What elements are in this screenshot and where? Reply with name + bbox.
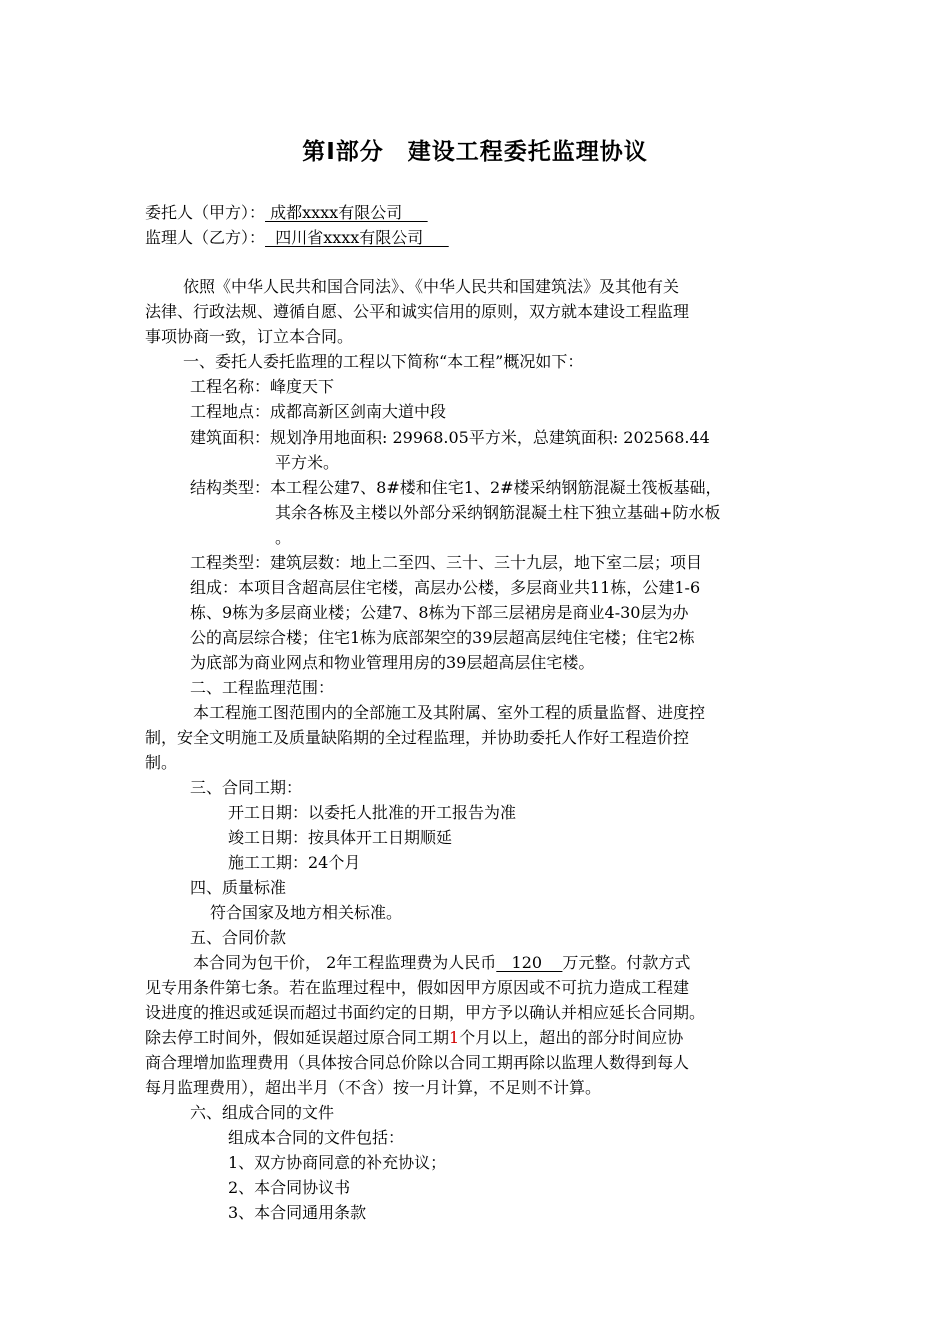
section-1-heading: 一、委托人委托监理的工程以下简称“本工程”概况如下： [183,352,584,371]
contract-amount: 120 [496,953,563,972]
client-label: 委托人（甲方）： [145,203,266,222]
intro-line-3: 事项协商一致，订立本合同。 [145,327,354,346]
price-line-5: 商合理增加监理费用（具体按合同总价除以合同工期再除以监理人数得到每人 [145,1053,690,1072]
structure-line-2: 其余各栋及主楼以外部分采纳钢筋混凝土柱下独立基础+防水板 [275,503,721,522]
price-line-3: 设进度的推迟或延误而超过书面约定的日期，甲方予以确认并相应延长合同期。 [145,1003,706,1022]
price-line-4-end: 个月以上，超出的部分时间应协 [459,1028,684,1047]
price-line-4-start: 除去停工时间外，假如延误超过原合同工期 [145,1028,450,1047]
document-item-3: 3、本合同通用条款 [228,1203,367,1222]
project-location: 工程地点：成都高新区剑南大道中段 [190,402,447,421]
project-type-line-5: 为底部为商业网点和物业管理用房的39层超高层住宅楼。 [190,653,595,672]
finish-date: 竣工日期：按具体开工日期顺延 [228,828,453,847]
project-type-line-3: 栋、9栋为多层商业楼；公建7、8栋为下部三层裙房是商业4-30层为办 [190,603,689,622]
price-line-2: 见专用条件第七条。若在监理过程中，假如因甲方原因或不可抗力造成工程建 [145,978,690,997]
intro-line-1: 依照《中华人民共和国合同法》、《中华人民共和国建筑法》及其他有关 [183,277,680,296]
project-area-line-1: 建筑面积：规划净用地面积: 29968.05平方米，总建筑面积: 202568.44 [190,428,710,447]
supervisor-value: 四川省xxxx有限公司 [265,228,449,247]
section-6-heading: 六、组成合同的文件 [190,1103,335,1122]
section-3-heading: 三、合同工期： [190,778,303,797]
document-item-2: 2、本合同协议书 [228,1178,351,1197]
quality-standard: 符合国家及地方相关标准。 [210,903,403,922]
price-line-1-start: 本合同为包干价， 2年工程监理费为人民币 [193,953,497,972]
project-type-line-2: 组成：本项目含超高层住宅楼，高层办公楼，多层商业共11栋，公建1-6 [190,578,701,597]
section-2-heading: 二、工程监理范围： [190,678,335,697]
document-title: 第Ⅰ部分 建设工程委托监理协议 [302,139,648,165]
client-value: 成都xxxx有限公司 [265,203,428,222]
construction-period: 施工工期：24个月 [228,853,361,872]
project-area-line-2: 平方米。 [275,453,340,472]
price-line-1 [193,951,690,975]
price-line-6: 每月监理费用），超出半月（不含）按一月计算，不足则不计算。 [145,1078,602,1097]
supervisor-label: 监理人（乙方）： [145,228,266,247]
price-line-4 [145,1026,683,1050]
scope-line-1: 本工程施工图范围内的全部施工及其附属、室外工程的质量监督、进度控 [193,703,706,722]
scope-line-3: 制。 [145,753,178,772]
client-line [145,201,428,225]
project-type-line-4: 公的高层综合楼；住宅1栋为底部架空的39层超高层纯住宅楼；住宅2栋 [190,628,695,647]
intro-line-2: 法律、行政法规、遵循自愿、公平和诚实信用的原则，双方就本建设工程监理 [145,302,690,321]
price-line-1-end: 万元整。付款方式 [562,953,691,972]
documents-intro: 组成本合同的文件包括： [228,1128,405,1147]
supervisor-line [145,226,449,250]
section-4-heading: 四、质量标准 [190,878,287,897]
scope-line-2: 制，安全文明施工及质量缺陷期的全过程监理，并协助委托人作好工程造价控 [145,728,690,747]
structure-line-1: 结构类型：本工程公建7、8#楼和住宅1、2#楼采纳钢筋混凝土筏板基础， [190,478,722,497]
structure-line-3: 。 [275,528,292,547]
delay-months-highlight: 1 [449,1028,460,1047]
start-date: 开工日期：以委托人批准的开工报告为准 [228,803,517,822]
document-item-1: 1、双方协商同意的补充协议； [228,1153,447,1172]
project-name: 工程名称：峰度天下 [190,377,335,396]
section-5-heading: 五、合同价款 [190,928,287,947]
project-type-line-1: 工程类型：建筑层数：地上二至四、三十、三十九层，地下室二层；项目 [190,553,703,572]
